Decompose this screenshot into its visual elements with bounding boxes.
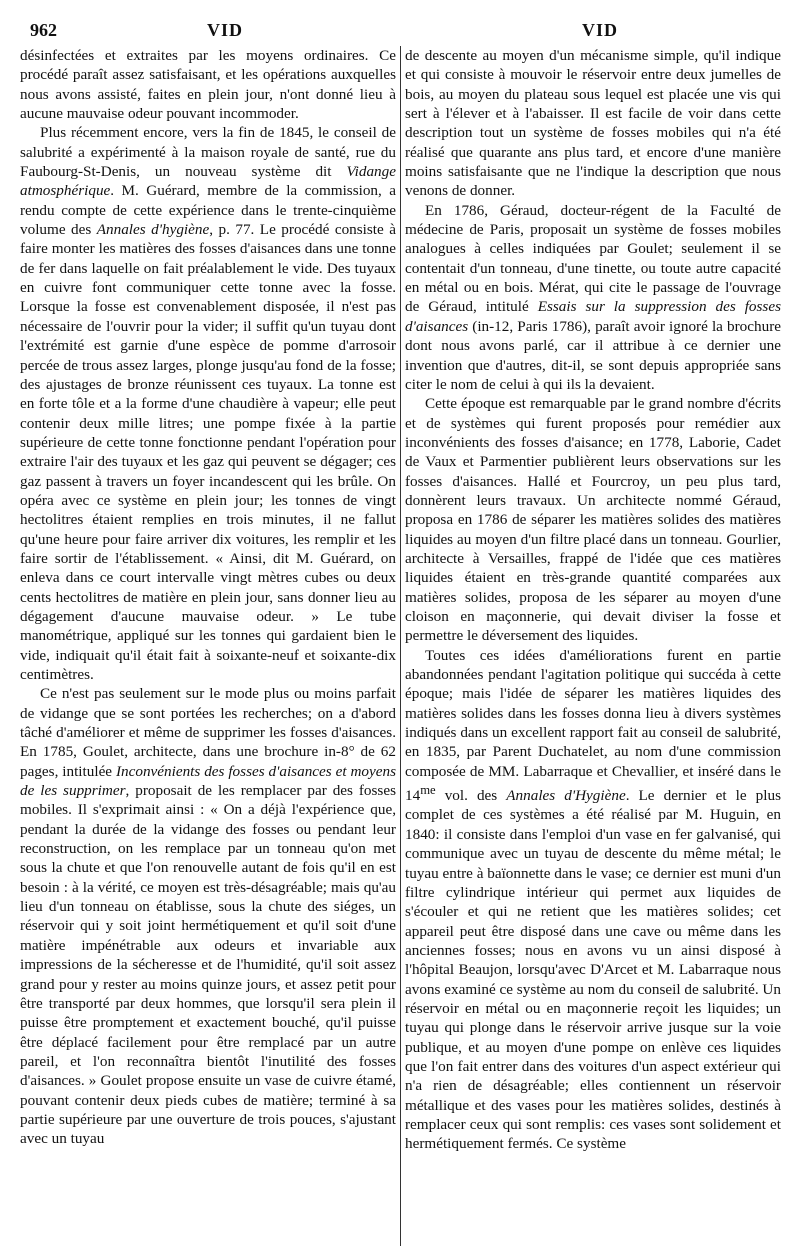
text-run: , p. 77. Le procédé consiste à faire monter les matières des fosses d'aisances dans une tonne de fer dans laquelle on fait préalablement le vide. Des tuyaux en cuivre font communiquer cette tonne avec la fosse. Lorsque la fosse est convenablement disposée, il n'est pas nécessaire de l'ouvrir pour la vider; il suffit qu'un tuyau dont l'extrémité est garnie d'une espèce de pomme d'arrosoir percée de trous assez larges, plonge jusqu'au fond de la fosse; des ajustages de bronze réunissent ces tuyaux. La tonne est en forte tôle et a la forme d'une chaudière à vapeur; elle peut contenir deux mille litres; une pompe fixée à la partie supérieure de cette tonne fonctionne pendant l'opération pour extraire l'air des tuyaux et les gaz qui peuvent se dégager; ces gaz passent à travers un foyer incandescent qui les brûle. On opéra avec ce système en plein jour; les tonnes de vingt hectolitres étaient remplies en trois minutes, il ne fallut qu'une heure pour faire arriver dix voitures, les remplir et les faire sortir de l'établissement. « Ainsi, dit M. Guérard, on enleva dans ce court intervalle vingt mètres cubes ou deux cents hectolitres de matière en plein jour, sans donner lieu au dégagement d'aucune mauvaise odeur. » Le tube manométrique, appliqué sur les tonnes qui gardaient bien le vide, indiquait qu'il était fait à soixante-neuf et soixante-dix centimètres.	[20, 221, 396, 683]
italic-title: Vidange atmosphérique	[20, 163, 396, 200]
paragraph	[405, 394, 781, 645]
paragraph	[405, 46, 781, 201]
paragraph	[20, 123, 396, 684]
left-column	[20, 46, 396, 1251]
text-run: , proposait de les remplacer par des fosses mobiles. Il s'exprimait ainsi : « On a déjà l'expérience que, pendant la durée de la vidange des fosses ou pendant leur reconstruction, on les remplace par un tonneau qu'on met sous la chute et que l'on renouvelle autant de fois qu'il en est besoin : à la vérité, ce moyen est très-désagréable; mais qu'au lieu d'un tonneau on établisse, sous la chute des siéges, un réservoir qui y soit joint hermétiquement et qu'il soit d'une matière impénétrable aux odeurs et invariable aux impressions de la sécheresse et de l'humidité, qu'il soit assez grand pour y rester au moins quinze jours, et assez petit pour être transporté par deux hommes, que lorsqu'il sera plein il puisse être promptement et exactement bouché, qu'il puisse être déplacé facilement pour être remplacé par un autre pareil, et l'on reconnaîtra bientôt l'inutilité des fosses d'aisances. » Goulet propose ensuite un vase de cuivre étamé, pouvant contenir deux pieds cubes de matière; terminé à sa partie supérieure par une ouverture de trois pouces, s'ajustant avec un tuyau	[20, 782, 396, 1148]
paragraph	[20, 684, 396, 1148]
superscript: me	[420, 783, 436, 798]
paragraph	[405, 201, 781, 394]
text-run: désinfectées et extraites par les moyens ordinaires. Ce procédé paraît assez satisfaisant, et les opérations auxquelles nous avons assisté, faites en plein jour, n'ont donné lieu à aucune mauvaise odeur pouvant incommoder.	[20, 47, 396, 123]
italic-title: Annales d'hygiène	[96, 221, 210, 239]
italic-title: Annales d'Hygiène	[506, 787, 626, 805]
column-divider	[400, 46, 401, 1246]
text-run: Ce n'est pas seulement sur le mode plus ou moins parfait de vidange que se sont portées les recherches; on a d'abord tâché d'améliorer et même de supprimer les fosses d'aisances. En 1785, Goulet, architecte, dans une brochure in-8° de 62 pages, intitulée	[20, 685, 396, 780]
text-run: En 1786, Géraud, docteur-régent de la Faculté de médecine de Paris, proposait un système de fosses mobiles analogues à celles indiquées par Goulet; seulement il se contentait d'un tonneau, d'une tinette, ou toute autre capacité en métal ou en bois. Mérat, qui cite le passage de l'ouvrage de Géraud, intitulé	[405, 201, 781, 316]
page-number: 962	[30, 20, 57, 40]
text-run: . Le dernier et le plus complet de ces systèmes a été réalisé par M. Huguin, en 1840: il consiste dans l'emploi d'un vase en fer galvanisé, qui communique avec un tuyau de descente du même métal; le tuyau entre à baïonnette dans le vase; ce dernier est muni d'un filtre cylindrique intérieur qui permet aux liquides de s'écouler et qui ne retient que les matières solides; cet appareil peut être disposé dans une cave ou même dans les anciennes fosses; nous en avons vu un ainsi disposé à l'hôpital Beaujon, lorsqu'avec D'Arcet et M. Labarraque nous avons examiné ce système au nom du conseil de salubrité. Un réservoir en métal ou en maçonnerie reçoit les liquides; un tuyau qui plonge dans le réservoir arrive jusque sur la voie publique, et au moyen d'une pompe on enlève ces liquides que l'on fait entrer dans des voitures d'un aspect extérieur qui n'a rien de désagréable; elles contiennent un réservoir métallique et des vases pour les matières solides, destinés à remplacer ceux qui sont remplis: ces vases sont solidement et hermétiquement fermés. Ce système	[405, 787, 781, 1153]
text-run: . M. Guérard, membre de la commission, a rendu compte de cette expérience dans le trente-cinquième volume des	[20, 182, 396, 239]
running-title-right: VID	[581, 20, 618, 40]
text-run: (in-12, Paris 1786), paraît avoir ignoré la brochure dont nous avons parlé, car il attribue à ce dernier une invention que d'autres, dit-il, se sont depuis appropriée sans citer le nom de celui à qui ils la devaient.	[405, 317, 781, 393]
right-column	[405, 46, 781, 1251]
text-run: Cette époque est remarquable par le grand nombre d'écrits et de systèmes qui furent proposés pour remédier aux inconvénients des fosses d'aisance; en 1778, Laborie, Cadet de Vaux et Parmentier publièrent leurs observations sur les fosses d'aisances. Hallé et Fourcroy, un peu plus tard, donnèrent leurs travaux. Un architecte nommé Géraud, proposa en 1786 de séparer les matières solides des matières liquides au moyen d'un filtre placé dans un tonneau. Gourlier, architecte à Versailles, frappé de l'idée que ces matières liquides étaient en très-grande quantité comparées aux matières solides, proposa de les séparer au moyen d'une cloison en maçonnerie, qui devait diviser la fosse et permettre le déversement des liquides.	[405, 395, 781, 645]
text-run: Toutes ces idées d'améliorations furent en partie abandonnées pendant l'agitation politique qui succéda à cette époque; mais l'idée de séparer les matières liquides des matières solides dans les fosses donna lieu à divers systèmes indiqués dans un excellent rapport fait au conseil de salubrité, en 1835, par Parent Duchatelet, au nom d'une commission composée de MM. Labarraque et Chevallier, et inséré dans le 14	[405, 646, 781, 805]
text-run: de descente au moyen d'un mécanisme simple, qu'il indique et qui consiste à mouvoir le réservoir entre deux jumelles de bois, au moyen du plateau sous lequel est placée une vis qui sert à l'élever et à l'abaisser. Il est facile de voir dans cette description tout un système de fosses mobiles qui n'a été réalisé que quarante ans plus tard, et encore d'une manière moins satisfaisante que ne l'indique la description que nous venons de donner.	[405, 47, 781, 200]
text-run: Plus récemment encore, vers la fin de 1845, le conseil de salubrité a expérimenté à la maison royale de santé, rue du Faubourg-St-Denis, un nouveau système dit	[20, 124, 396, 181]
text-run: vol. des	[435, 787, 507, 805]
italic-title: Essais sur la suppression des fosses d'aisances	[405, 298, 781, 335]
italic-title: Inconvénients des fosses d'aisances et moyens de les supprimer	[20, 762, 396, 800]
paragraph	[20, 46, 396, 123]
page-header	[30, 20, 770, 44]
paragraph	[405, 646, 781, 1154]
running-title-left: VID	[206, 20, 243, 40]
